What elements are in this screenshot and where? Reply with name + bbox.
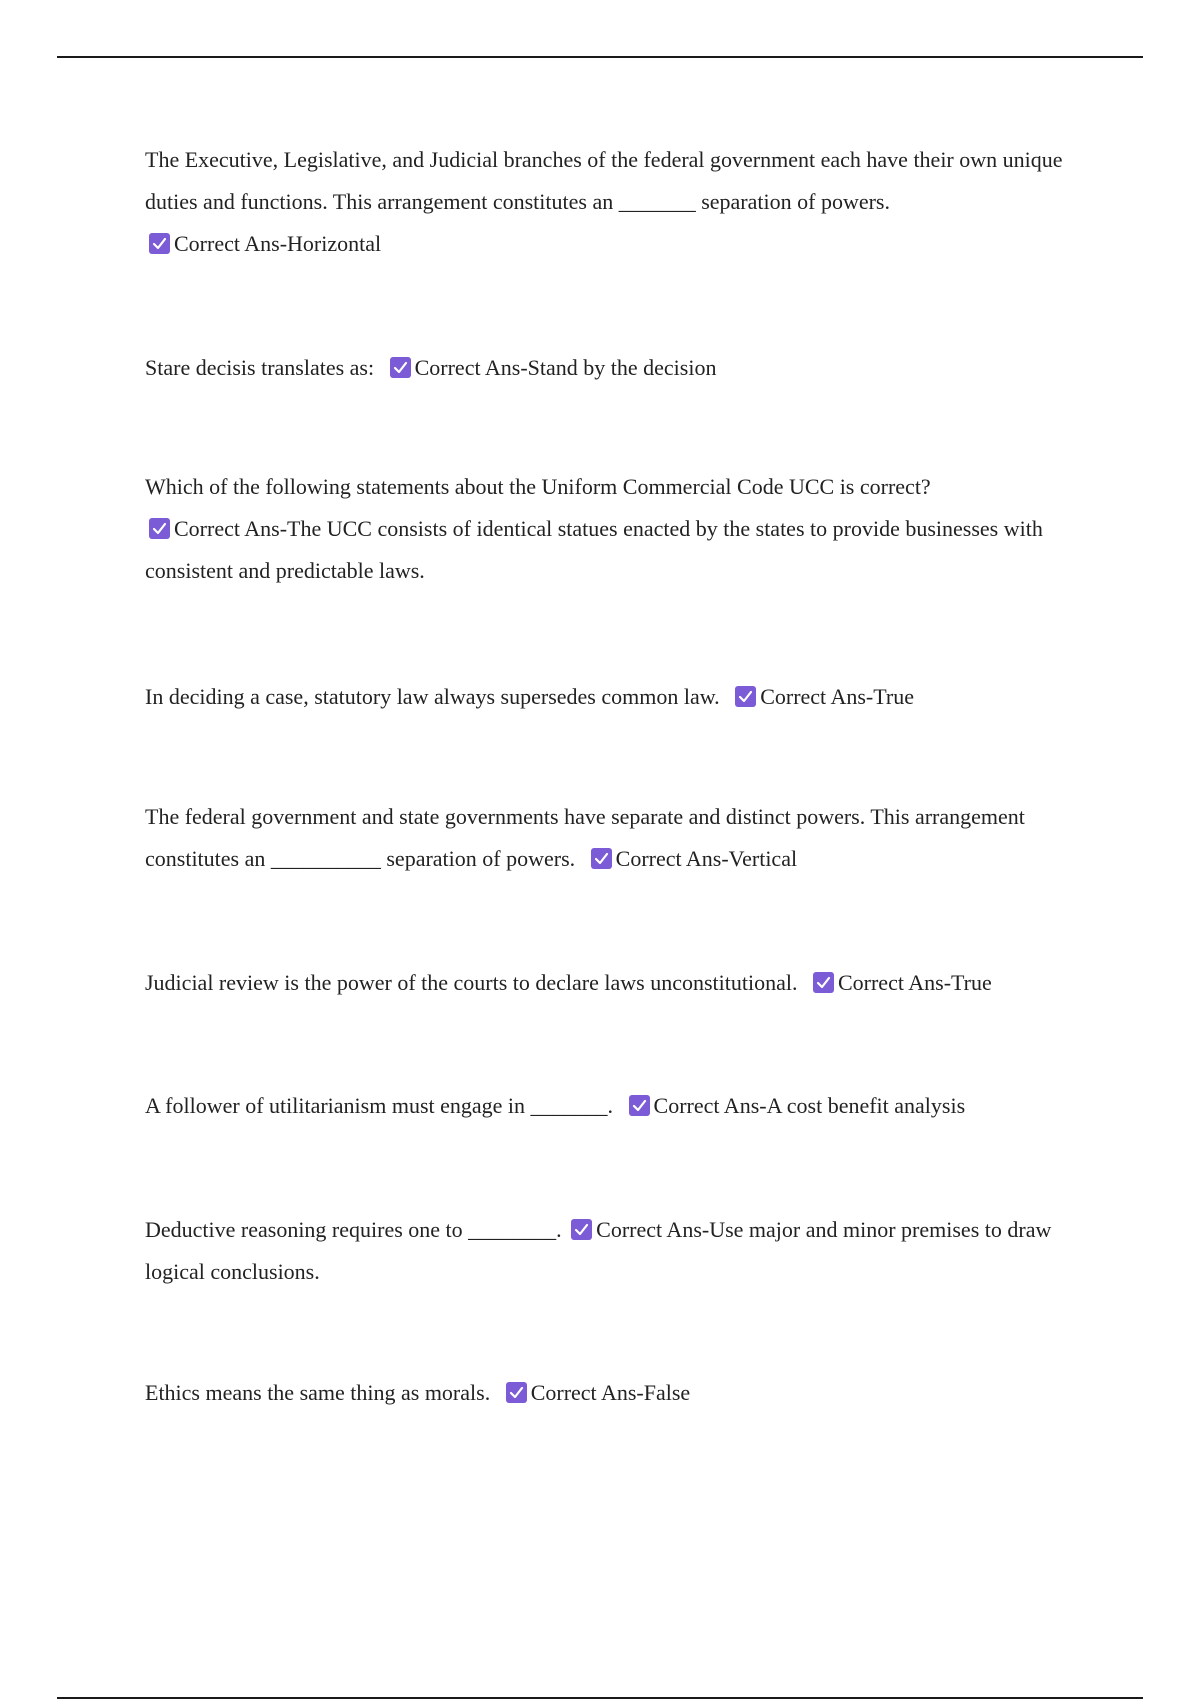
qa-item bbox=[145, 676, 1090, 718]
checkbox-checked-icon bbox=[149, 518, 170, 539]
answer bbox=[625, 1093, 966, 1118]
qa-item bbox=[145, 796, 1090, 880]
answer bbox=[386, 355, 717, 380]
qa-item bbox=[145, 1085, 1090, 1127]
answer-text: Correct Ans-Stand by the decision bbox=[414, 355, 717, 380]
qa-item bbox=[145, 139, 1090, 265]
question-text: Ethics means the same thing as morals. bbox=[145, 1380, 491, 1405]
question-text: In deciding a case, statutory law always supersedes common law. bbox=[145, 684, 720, 709]
checkbox-checked-icon bbox=[506, 1382, 527, 1403]
checkbox-checked-icon bbox=[735, 686, 756, 707]
question-text: A follower of utilitarianism must engage in _______. bbox=[145, 1093, 614, 1118]
checkbox-checked-icon bbox=[390, 357, 411, 378]
qa-item bbox=[145, 962, 1090, 1004]
answer-text: Correct Ans-True bbox=[760, 684, 914, 709]
checkbox-checked-icon bbox=[591, 848, 612, 869]
qa-item bbox=[145, 1209, 1090, 1293]
answer bbox=[587, 846, 797, 871]
checkbox-checked-icon bbox=[149, 233, 170, 254]
question-text: The federal government and state governments have separate and distinct powers. This arrangement constitutes an __________ separation of powers. bbox=[145, 804, 1025, 871]
question-text: Stare decisis translates as: bbox=[145, 355, 375, 380]
checkbox-checked-icon bbox=[571, 1219, 592, 1240]
question-text: Deductive reasoning requires one to ________. bbox=[145, 1217, 562, 1242]
answer-text: Correct Ans-The UCC consists of identical statues enacted by the states to provide businesses with consistent and predictable laws. bbox=[145, 516, 1043, 583]
answer-text: Correct Ans-A cost benefit analysis bbox=[653, 1093, 966, 1118]
answer-text: Correct Ans-Horizontal bbox=[174, 231, 382, 256]
qa-item bbox=[145, 347, 1090, 389]
qa-item bbox=[145, 1372, 1090, 1414]
answer bbox=[145, 223, 1090, 265]
question-text: Which of the following statements about the Uniform Commercial Code UCC is correct? bbox=[145, 474, 931, 499]
answer-text: Correct Ans-Use major and minor premises to draw logical conclusions. bbox=[145, 1217, 1052, 1284]
checkbox-checked-icon bbox=[629, 1095, 650, 1116]
answer bbox=[809, 970, 992, 995]
answer-text: Correct Ans-True bbox=[837, 970, 992, 995]
answer bbox=[502, 1380, 690, 1405]
header-rule bbox=[57, 56, 1143, 58]
answer bbox=[731, 684, 914, 709]
footer-rule bbox=[57, 1697, 1143, 1699]
answer-text: Correct Ans-Vertical bbox=[615, 846, 798, 871]
qa-item bbox=[145, 466, 1090, 592]
question-text: Judicial review is the power of the courts to declare laws unconstitutional. bbox=[145, 970, 798, 995]
question-text: The Executive, Legislative, and Judicial branches of the federal government each have their own unique duties and functions. This arrangement constitutes an _______ separation of powers. bbox=[145, 147, 1063, 214]
checkbox-checked-icon bbox=[813, 972, 834, 993]
answer-text: Correct Ans-False bbox=[530, 1380, 691, 1405]
